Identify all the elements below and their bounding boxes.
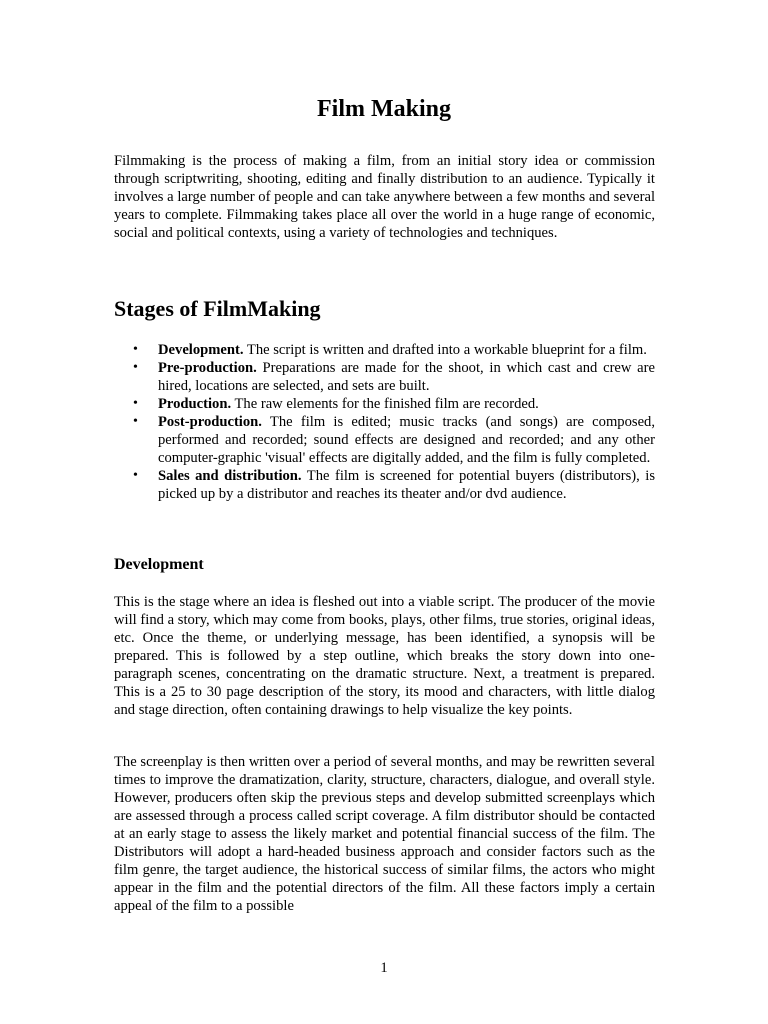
list-item [114, 359, 655, 395]
bullet-icon: • [133, 342, 138, 357]
list-item [114, 395, 655, 413]
stages-heading: Stages of FilmMaking [114, 296, 321, 321]
bullet-icon: • [133, 360, 138, 375]
bullet-icon: • [133, 468, 138, 483]
stage-term: Post-production. [158, 414, 262, 430]
stage-description: The script is written and drafted into a workable blueprint for a film. [243, 342, 647, 358]
stage-description: The film is edited; music tracks (and songs) are composed, performed and recorded; sound effects are designed and recorded; and any other computer-graphic 'visual' effects are digitally added, and the film is fully completed. [158, 414, 655, 466]
development-heading: Development [114, 556, 204, 573]
stage-term: Sales and distribution. [158, 468, 302, 484]
stage-description: The raw elements for the finished film are recorded. [231, 396, 539, 412]
stage-term: Development. [158, 342, 244, 358]
stage-term: Production. [158, 396, 232, 412]
list-item [114, 413, 655, 467]
list-item [114, 341, 655, 359]
list-item [114, 467, 655, 503]
page-title: Film Making [316, 96, 451, 122]
intro-paragraph: Filmmaking is the process of making a film, from an initial story idea or commission through scriptwriting, shooting, editing and finally distribution to an audience. Typically it involves a large number of people and can take anywhere between a few months and several years to complete. Filmmaking takes place all over the world in a huge range of economic, social and political contexts, using a variety of technologies and techniques. [114, 153, 655, 241]
stage-description: Preparations are made for the shoot, in which cast and crew are hired, locations are selected, and sets are built. [158, 360, 655, 394]
bullet-icon: • [133, 396, 138, 411]
development-paragraph: The screenplay is then written over a period of several months, and may be rewritten several times to improve the dramatization, clarity, structure, characters, dialogue, and overall style. However, producers often skip the previous steps and develop submitted screenplays which are assessed through a process called script coverage. A film distributor should be contacted at an early stage to assess the likely market and potential financial success of the film. The Distributors will adopt a hard-headed business approach and consider factors such as the film genre, the target audience, the historical success of similar films, the actors who might appear in the film and the potential directors of the film. All these factors imply a certain appeal of the film to a possible [114, 754, 655, 914]
development-paragraph: This is the stage where an idea is fleshed out into a viable script. The producer of the movie will find a story, which may come from books, plays, other films, true stories, original ideas, etc. Once the theme, or underlying message, has been identified, a synopsis will be prepared. This is followed by a step outline, which breaks the story down into one-paragraph scenes, concentrating on the dramatic structure. Next, a treatment is prepared. This is a 25 to 30 page description of the story, its mood and characters, with little dialog and stage direction, often containing drawings to help visualize the key points. [114, 594, 655, 718]
page-number: 1 [380, 960, 388, 976]
stage-term: Pre-production. [158, 360, 257, 376]
stage-description: The film is screened for potential buyers (distributors), is picked up by a distributor and reaches its theater and/or dvd audience. [158, 468, 656, 502]
stages-list [114, 341, 655, 503]
bullet-icon: • [133, 414, 138, 429]
